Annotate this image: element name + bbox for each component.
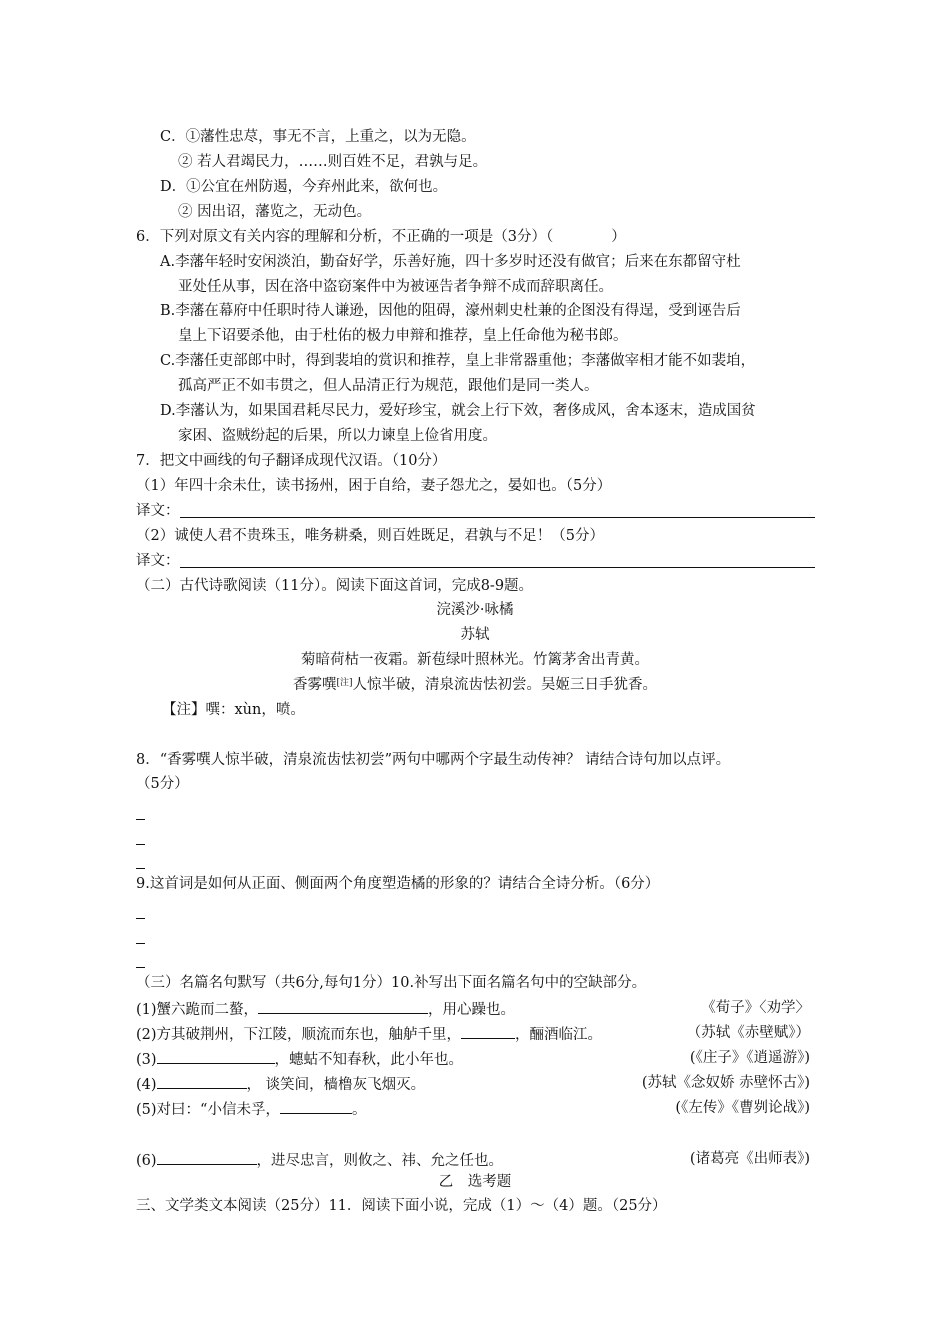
poem-note: 【注】噀：xùn，喷。 xyxy=(162,702,305,718)
q7-sentence-1: （1）年四十余未仕，读书扬州，困于自给，妻子怨尤之，晏如也。（5分） xyxy=(136,478,612,494)
q5-option-d-2: ② 因出诏，藩览之，无动色。 xyxy=(178,204,372,220)
q6-option-c-1: C.李藩任吏部郎中时，得到裴垍的赏识和推荐，皇上非常器重他；李藩做宰相才能不如裴垍， xyxy=(160,353,756,369)
q6-option-b-2: 皇上下诏要杀他，由于杜佑的极力申辩和推荐，皇上任命他为秘书郎。 xyxy=(178,328,628,344)
q10-item-4-source: (苏轼《念奴娇 赤壁怀古》) xyxy=(641,1075,810,1091)
q6-option-c-2: 孤高严正不如韦贯之，但人品清正行为规范，跟他们是同一类人。 xyxy=(178,378,599,394)
q10-item-4-post: ， 谈笑间，樯橹灰飞烟灭。 xyxy=(246,1077,426,1093)
q5-option-c-2: ② 若人君竭民力，……则百姓不足，君孰与足。 xyxy=(178,154,488,170)
poem-line-2-part-b: 人惊半破，清泉流齿怯初尝。吴姬三日手犹香。 xyxy=(352,677,658,693)
poem-line-2-part-a: 香雾噀 xyxy=(292,677,337,693)
q10-item-4-pre: (4) xyxy=(136,1077,157,1093)
q10-item-5-post: 。 xyxy=(351,1102,367,1118)
poem-line-1: 菊暗荷枯一夜霜。新苞绿叶照林光。竹篱茅舍出青黄。 xyxy=(301,652,649,668)
section-b-title: 乙 选考题 xyxy=(438,1174,512,1190)
q9-answer-line-3[interactable] xyxy=(136,967,145,968)
q10-item-5-pre: (5)对曰：“小信未孚， xyxy=(136,1102,280,1118)
q9-answer-line-2[interactable] xyxy=(136,943,145,944)
q10-item-6 xyxy=(136,1149,503,1171)
q10-blank-3[interactable] xyxy=(157,1048,275,1064)
q10-blank-1[interactable] xyxy=(258,998,428,1014)
q10-item-5-source: (《左传》《曹刿论战》) xyxy=(675,1100,810,1116)
q10-blank-6[interactable] xyxy=(157,1149,257,1165)
q10-item-1-source: 《荀子》〈劝学〉 xyxy=(701,1000,810,1016)
q7-answer-label-2: 译文： xyxy=(136,553,180,569)
q10-item-3-source: (《庄子》《逍遥游》) xyxy=(689,1050,810,1066)
q8-answer-line-3[interactable] xyxy=(136,868,145,869)
q8-stem: 8．“香雾噀人惊半破，清泉流齿怯初尝”两句中哪两个字最生动传神？ 请结合诗句加以点评。 xyxy=(136,752,731,768)
q10-item-3-post: ，蟪蛄不知春秋，此小年也。 xyxy=(274,1052,464,1068)
q10-item-2 xyxy=(136,1023,602,1045)
q6-option-a-1: A.李藩年轻时安闲淡泊，勤奋好学，乐善好施，四十多岁时还没有做官；后来在东都留守杜 xyxy=(160,254,741,270)
q10-blank-5[interactable] xyxy=(280,1098,352,1114)
poem-title: 浣溪沙·咏橘 xyxy=(436,602,514,618)
poem-footnote-marker: [注] xyxy=(336,678,353,688)
poem-line-2 xyxy=(0,675,950,695)
q6-option-d-2: 家困、盗贼纷起的后果，所以力谏皇上俭省用度。 xyxy=(178,428,497,444)
q10-item-3 xyxy=(136,1048,463,1070)
q10-item-1-post: ，用心躁也。 xyxy=(428,1002,516,1018)
q6-option-a-2: 亚处任从事，因在洛中盗窃案件中为被诬告者争辩不成而辞职离任。 xyxy=(178,279,613,295)
q7-answer-label-1: 译文： xyxy=(136,503,180,519)
q5-option-c-1: C．①藩性忠荩，事无不言，上重之，以为无隐。 xyxy=(160,129,476,145)
q10-item-3-pre: (3) xyxy=(136,1052,157,1068)
q10-item-2-source: （苏轼《赤壁赋》） xyxy=(686,1025,810,1041)
q7-sentence-2: （2）诚使人君不贵珠玉，唯务耕桑，则百姓既足，君孰与不足！（5分） xyxy=(136,528,604,544)
q10-item-6-pre: (6) xyxy=(136,1153,157,1169)
q7-answer-line-1[interactable] xyxy=(180,517,815,518)
q6-option-d-1: D.李藩认为，如果国君耗尽民力，爱好珍宝，就会上行下效，奢侈成风，舍本逐末，造成国贫 xyxy=(160,403,756,419)
q10-intro: （三）名篇名句默写（共6分,每句1分）10.补写出下面名篇名句中的空缺部分。 xyxy=(136,975,647,991)
q10-item-1 xyxy=(136,998,515,1020)
q10-blank-2[interactable] xyxy=(461,1023,515,1039)
q10-item-2-post: ，酾酒临江。 xyxy=(515,1027,603,1043)
q10-item-6-source: (诸葛亮《出师表》) xyxy=(689,1151,810,1167)
q10-blank-4[interactable] xyxy=(157,1073,247,1089)
q8-answer-line-1[interactable] xyxy=(136,819,145,820)
poem-section-intro: （二）古代诗歌阅读（11分）。阅读下面这首词，完成8-9题。 xyxy=(136,578,534,594)
q10-item-1-pre: (1)蟹六跪而二螯， xyxy=(136,1002,259,1018)
q10-item-2-pre: (2)方其破荆州，下江陵，顺流而东也，舳舻千里， xyxy=(136,1027,462,1043)
q7-answer-line-2[interactable] xyxy=(180,567,815,568)
poem-author: 苏轼 xyxy=(460,627,490,643)
q10-item-6-post: ，进尽忠言，则攸之、祎、允之任也。 xyxy=(256,1153,504,1169)
q9-stem: 9.这首词是如何从正面、侧面两个角度塑造橘的形象的？请结合全诗分析。（6分） xyxy=(136,876,660,892)
q10-item-4 xyxy=(136,1073,425,1095)
q6-stem: 6．下列对原文有关内容的理解和分析，不正确的一项是（3分）（ ） xyxy=(136,229,626,245)
q8-answer-line-2[interactable] xyxy=(136,844,145,845)
q5-option-d-1: D．①公宜在州防遏，今弃州此来，欲何也。 xyxy=(160,179,448,195)
q7-stem: 7．把文中画线的句子翻译成现代汉语。（10分） xyxy=(136,453,447,469)
q6-option-b-1: B.李藩在幕府中任职时待人谦逊，因他的阻碍，濠州刺史杜兼的企图没有得逞，受到诬告后 xyxy=(160,303,741,319)
q11-stem: 三、文学类文本阅读（25分）11．阅读下面小说，完成（1）～（4）题。（25分） xyxy=(136,1198,667,1214)
q8-score: （5分） xyxy=(136,776,189,792)
q10-item-5 xyxy=(136,1098,366,1120)
q9-answer-line-1[interactable] xyxy=(136,918,145,919)
